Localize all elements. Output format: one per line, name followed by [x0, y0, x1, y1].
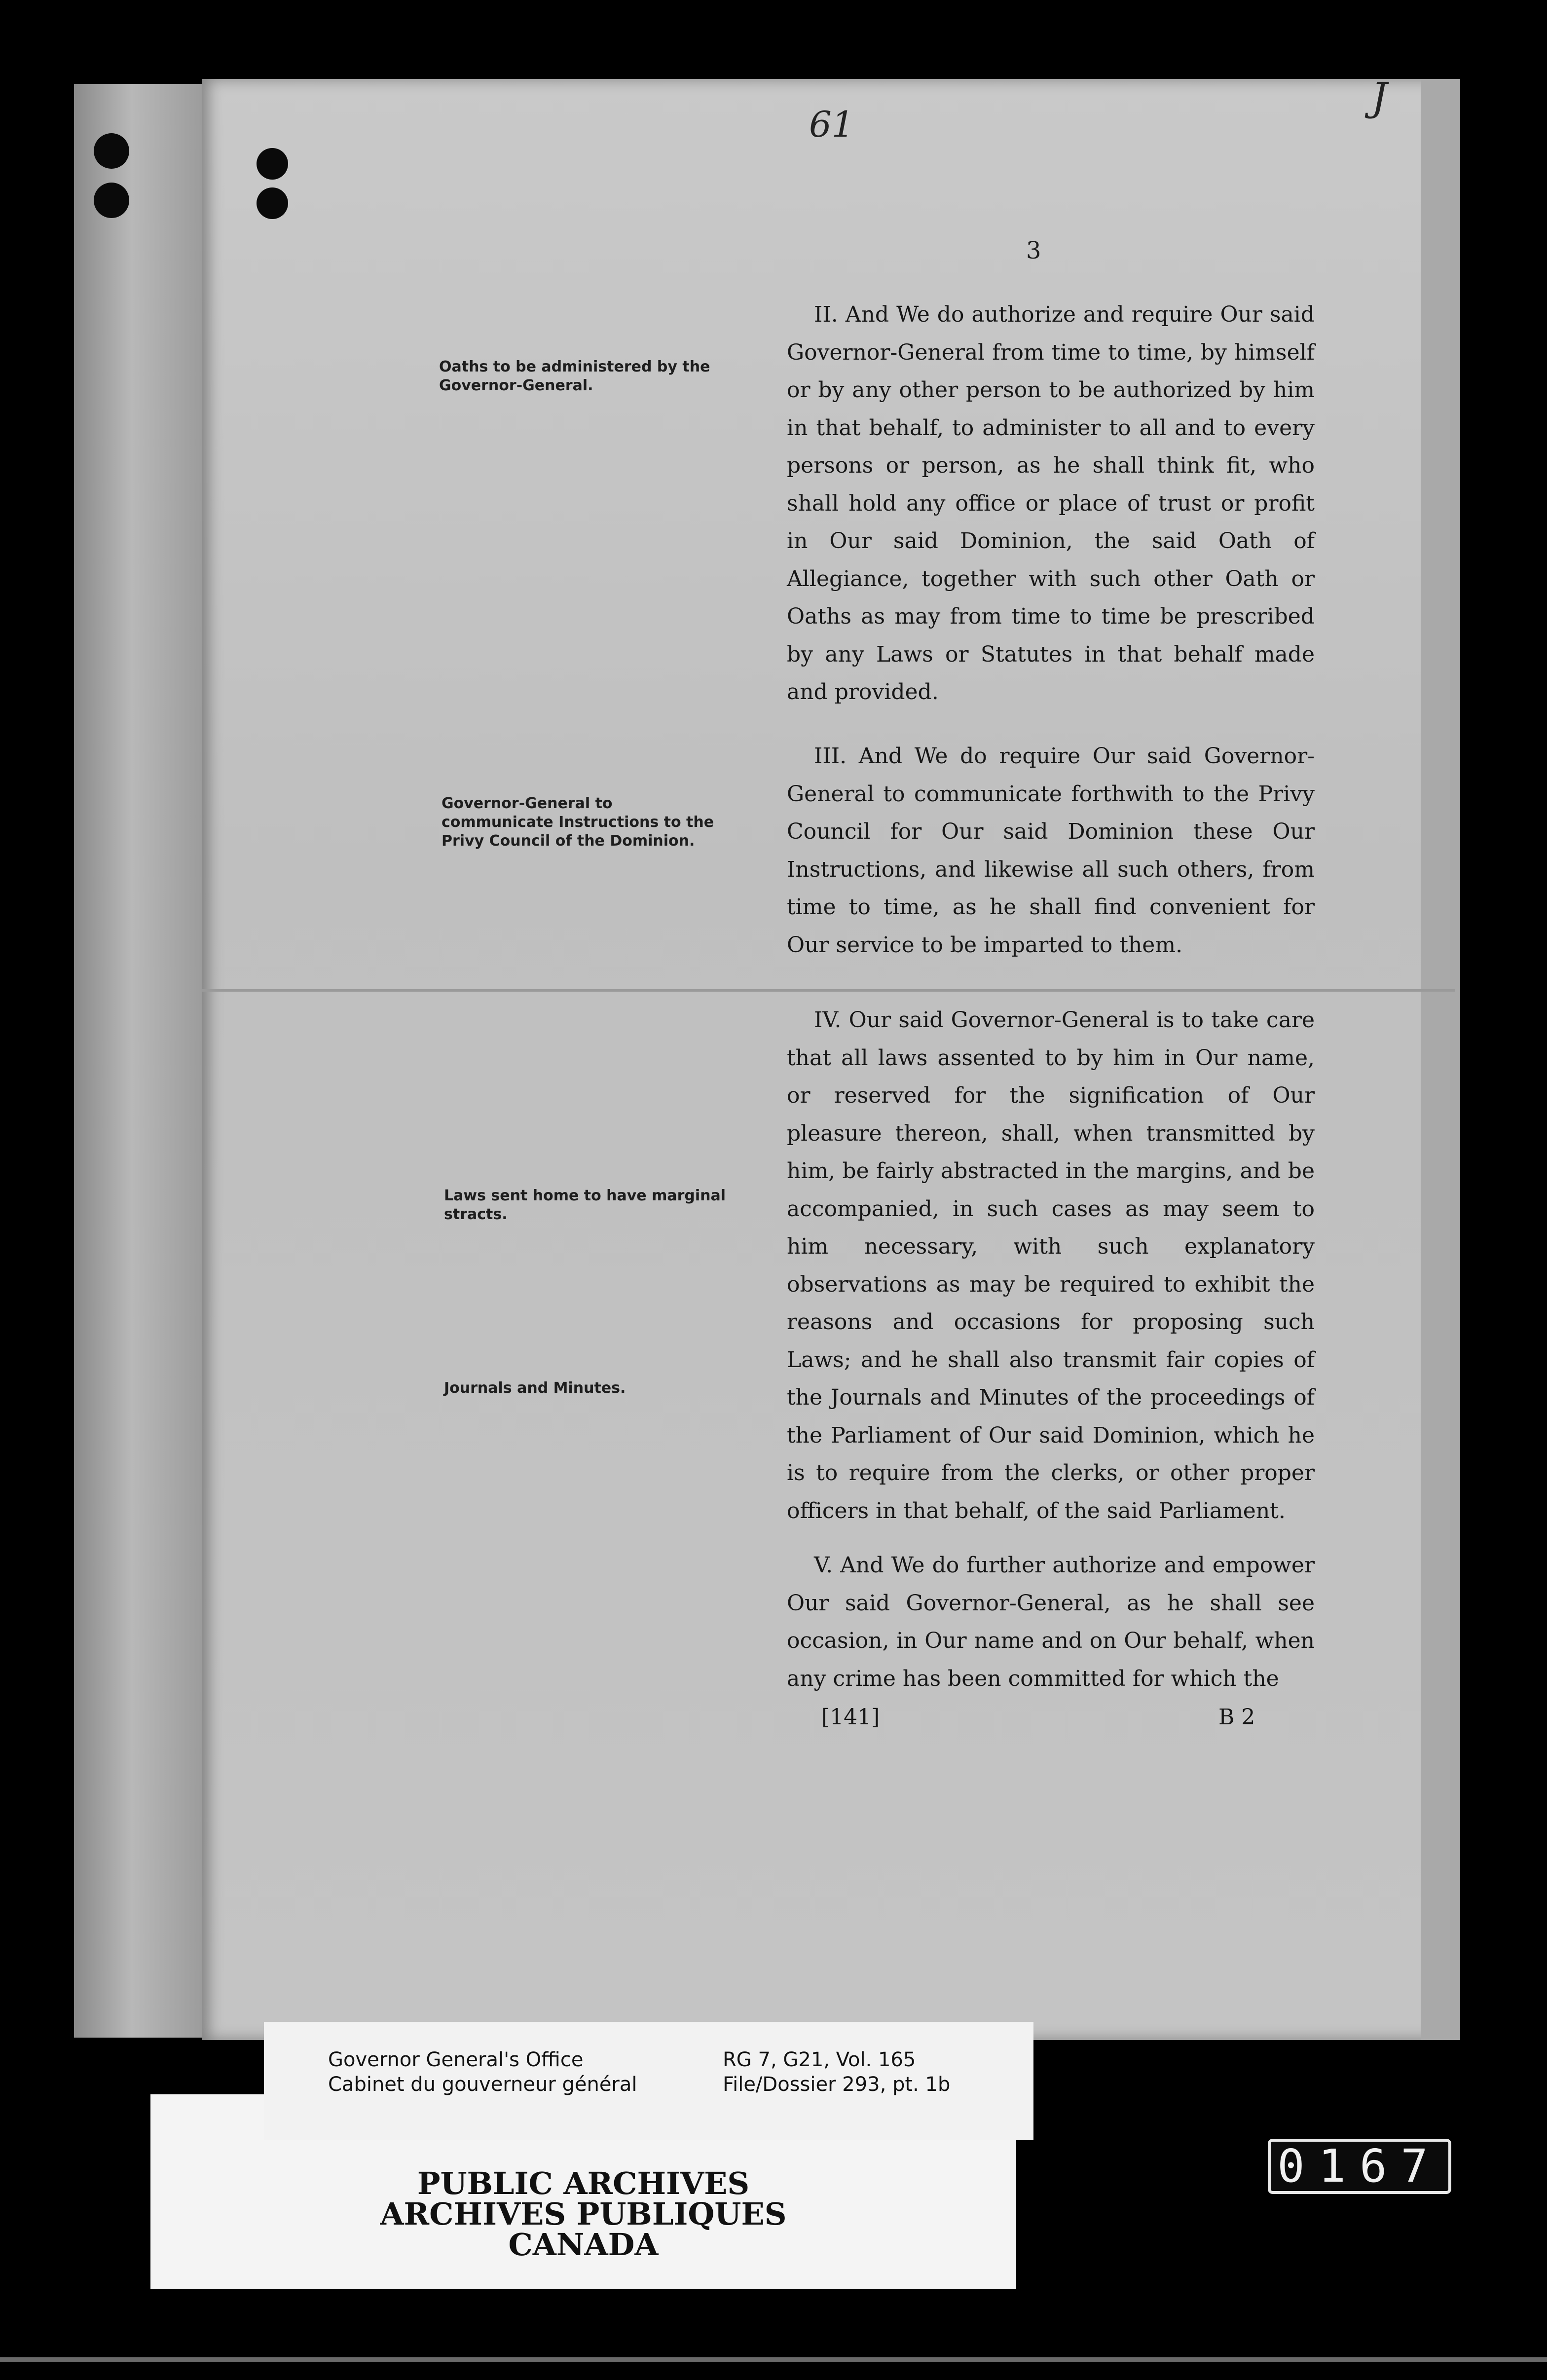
binding-hole — [257, 187, 288, 219]
margin-note-journals: Journals and Minutes. — [444, 1379, 626, 1397]
office-english: Governor General's Office — [328, 2048, 584, 2071]
binding-hole — [94, 133, 129, 169]
margin-note-privy-council: Governor-General to communicate Instructions to the Privy Council of the Dominion. — [442, 795, 714, 850]
print-number: [141] — [821, 1705, 880, 1730]
archives-line-2: ARCHIVES PUBLIQUES — [380, 2196, 787, 2232]
handwritten-folio-number: 61 — [809, 104, 854, 145]
binding-hole — [257, 148, 288, 180]
archives-line-1: PUBLIC ARCHIVES — [417, 2165, 750, 2201]
paragraph-v: V. And We do further authorize and empower Our said Governor-General, as he shall see occasion, in Our name and on Our behalf, when any crime has been committed for which the — [787, 1553, 1315, 1691]
archives-line-3: CANADA — [508, 2227, 659, 2263]
margin-note-oaths: Oaths to be administered by the Governor-General. — [439, 358, 710, 394]
paragraph-ii: II. And We do authorize and require Our said Governor-General from time to time, by himself or by any other person to be authorized by him in that behalf, to administer to all and to every persons or person, as he shall think fit, who shall hold any office or place of trust or profit in Our said Dominion, the said Oath of Allegiance, together with such other Oath or Oaths as may from time to time be prescribed by any Laws or Statutes in that behalf made and provided. — [787, 302, 1315, 705]
page-number: 3 — [1026, 237, 1041, 264]
binding-hole — [94, 183, 129, 218]
film-edge — [0, 2357, 1547, 2362]
office-french: Cabinet du gouverneur général — [328, 2073, 637, 2096]
record-group-reference: RG 7, G21, Vol. 165 — [723, 2048, 916, 2071]
file-reference: File/Dossier 293, pt. 1b — [723, 2073, 951, 2096]
page-fold-line — [202, 989, 1455, 992]
margin-note-laws: Laws sent home to have marginal stracts. — [444, 1187, 726, 1223]
frame-number: 0167 — [1268, 2139, 1451, 2194]
paragraph-iii: III. And We do require Our said Governor-General to communicate forthwith to the Privy Council for Our said Dominion these Our Instructions, and likewise all such others, from time to time, as he shall find convenient for Our service to be imparted to them. — [787, 744, 1315, 958]
page-edge-shadow — [1421, 79, 1460, 2040]
handwritten-corner-mark: J — [1371, 74, 1388, 120]
adjacent-page-edge — [74, 84, 205, 2038]
archive-reference-label — [264, 2022, 1033, 2140]
signature-mark: B 2 — [1218, 1705, 1255, 1730]
paragraph-iv: IV. Our said Governor-General is to take care that all laws assented to by him in Our name, or reserved for the signification of Our pleasure thereon, shall, when transmitted by him, be fairly abstracted in the margins, and be accompanied, in such cases as may seem to him necessary, with such explanatory observations as may be required to exhibit the reasons and occasions for proposing such Laws; and he shall also transmit fair copies of the Journals and Minutes of the proceedings of the Parliament of Our said Dominion, which he is to require from the clerks, or other proper officers in that behalf, of the said Parliament. — [787, 1007, 1315, 1524]
